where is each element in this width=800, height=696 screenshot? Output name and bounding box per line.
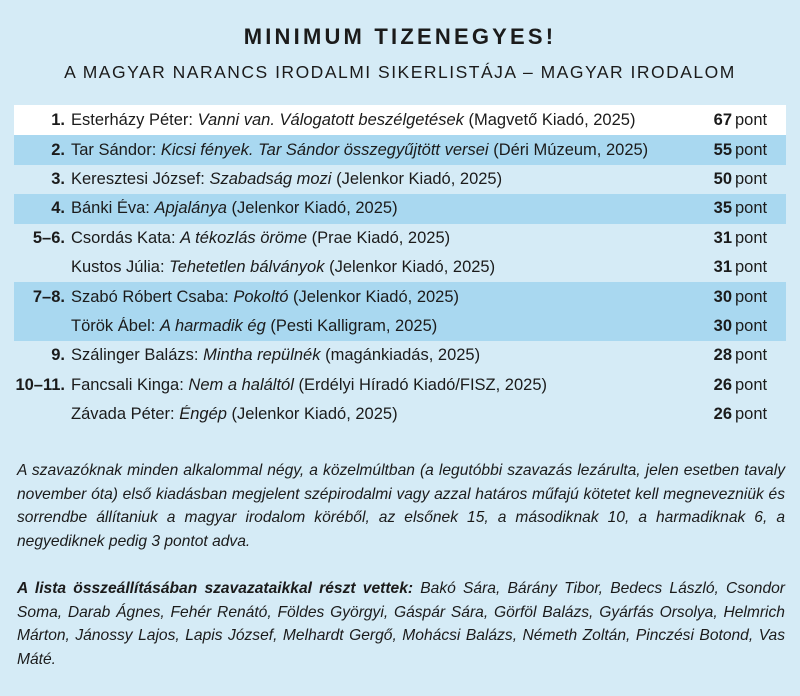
- book-title: Tehetetlen bálványok: [169, 258, 325, 277]
- list-item: [14, 253, 786, 282]
- points-unit: pont: [735, 258, 768, 277]
- book-entry: [71, 317, 702, 336]
- list-item: [14, 282, 786, 311]
- publisher-info: (Prae Kiadó, 2025): [311, 228, 451, 247]
- points-unit: pont: [735, 287, 768, 306]
- book-title: A harmadik ég: [159, 316, 266, 335]
- points-value: 26: [713, 375, 732, 394]
- author-name: Závada Péter:: [71, 405, 175, 424]
- list-title: MINIMUM TIZENEGYES!: [243, 24, 557, 49]
- author-name: Esterházy Péter:: [71, 111, 193, 130]
- list-item: [14, 371, 786, 400]
- author-name: Fancsali Kinga:: [71, 375, 184, 394]
- points-value: 67: [713, 111, 732, 130]
- author-name: Kustos Júlia:: [71, 258, 165, 277]
- points-cell: [702, 317, 786, 336]
- publisher-info: (Jelenkor Kiadó, 2025): [231, 405, 398, 424]
- points-value: 30: [713, 316, 732, 335]
- voting-method-note: A szavazóknak minden alkalommal négy, a közelmúltban (a legutóbbi szavazás lezárulta, jelen esetben tavaly november óta) első kiadásban megjelent szépirodalmi vagy azzal határos műfajú kötetet kell megnevezniük és sorrendbe állítaniuk a magyar irodalom köréből, az elsőnek 15, a másodiknak 10, a harmadiknak 6, a negyediknek pedig 3 pontot adva.: [17, 462, 785, 550]
- list-item: [14, 165, 786, 194]
- list-item: [14, 341, 786, 370]
- publisher-info: (Erdélyi Híradó Kiadó/FISZ, 2025): [298, 375, 548, 394]
- list-item: [14, 194, 786, 223]
- points-cell: [702, 376, 786, 395]
- contributors-lead: A lista összeállításában szavazataikkal részt vettek:: [17, 580, 414, 597]
- rank-number: 10–11.: [15, 375, 65, 394]
- book-title: Szabadság mozi: [209, 169, 332, 188]
- book-entry: [71, 376, 702, 395]
- points-unit: pont: [735, 169, 768, 188]
- publisher-info: (Magvető Kiadó, 2025): [468, 111, 636, 130]
- points-value: 28: [713, 346, 732, 365]
- book-title: Kicsi fények. Tar Sándor összegyűjtött versei: [160, 140, 489, 159]
- book-entry: [71, 199, 702, 218]
- list-item: [14, 312, 786, 341]
- points-cell: [702, 288, 786, 307]
- author-name: Csordás Kata:: [71, 228, 176, 247]
- publisher-info: (Jelenkor Kiadó, 2025): [329, 258, 496, 277]
- points-cell: [702, 141, 786, 160]
- list-item: [14, 135, 786, 164]
- points-value: 50: [713, 169, 732, 188]
- points-cell: [702, 346, 786, 365]
- points-unit: pont: [735, 405, 768, 424]
- publisher-info: (magánkiadás, 2025): [325, 346, 481, 365]
- rank-number: 1.: [51, 111, 65, 130]
- points-cell: [702, 258, 786, 277]
- book-title: Nem a haláltól: [188, 375, 294, 394]
- publisher-info: (Jelenkor Kiadó, 2025): [293, 287, 460, 306]
- publisher-info: (Déri Múzeum, 2025): [493, 140, 649, 159]
- rank-number: 4.: [51, 199, 65, 218]
- points-cell: [702, 229, 786, 248]
- points-unit: pont: [735, 346, 768, 365]
- book-title: Apjalánya: [154, 199, 227, 218]
- publisher-info: (Pesti Kalligram, 2025): [270, 316, 438, 335]
- ranking-list: [14, 105, 786, 429]
- author-name: Bánki Éva:: [71, 199, 150, 218]
- book-title: Mintha repülnék: [203, 346, 321, 365]
- author-name: Keresztesi József:: [71, 169, 205, 188]
- book-title: Éngép: [179, 405, 227, 424]
- points-value: 30: [713, 287, 732, 306]
- author-name: Török Ábel:: [71, 316, 156, 335]
- rank-number: 7–8.: [32, 287, 65, 306]
- points-unit: pont: [735, 111, 768, 130]
- points-unit: pont: [735, 375, 768, 394]
- points-value: 26: [713, 405, 732, 424]
- book-title: Vanni van. Válogatott beszélgetések: [197, 111, 464, 130]
- rank-number: 9.: [51, 346, 65, 365]
- rank-number: 5–6.: [32, 228, 65, 247]
- publisher-info: (Jelenkor Kiadó, 2025): [231, 199, 398, 218]
- book-entry: [71, 111, 702, 130]
- book-entry: [71, 229, 702, 248]
- publisher-info: (Jelenkor Kiadó, 2025): [336, 169, 503, 188]
- book-entry: [71, 346, 702, 365]
- points-value: 31: [713, 258, 732, 277]
- book-entry: [71, 258, 702, 277]
- contributors-names: Bakó Sára, Bárány Tibor, Bedecs László, Csondor Soma, Darab Ágnes, Fehér Renátó, Földes Györgyi, Gáspár Sára, Görföl Balázs, Gyárfás Orsolya, Helmrich Márton, Jánossy Lajos, Lapis József, Melhardt Gergő, Mohácsi Balázs, Németh Zoltán, Pinczési Botond, Vas Máté.: [17, 580, 785, 668]
- book-title: Pokoltó: [233, 287, 289, 306]
- book-entry: [71, 141, 702, 160]
- points-unit: pont: [735, 228, 768, 247]
- points-cell: [702, 170, 786, 189]
- list-subtitle: A MAGYAR NARANCS IRODALMI SIKERLISTÁJA – MAGYAR IRODALOM: [64, 62, 736, 82]
- points-unit: pont: [735, 140, 768, 159]
- author-name: Szabó Róbert Csaba:: [71, 287, 229, 306]
- book-entry: [71, 405, 702, 424]
- rank-number: 2.: [51, 140, 65, 159]
- contributors-note: [17, 577, 785, 671]
- points-unit: pont: [735, 199, 768, 218]
- points-value: 31: [713, 228, 732, 247]
- points-unit: pont: [735, 316, 768, 335]
- points-cell: [702, 199, 786, 218]
- book-entry: [71, 288, 702, 307]
- points-value: 35: [713, 199, 732, 218]
- points-cell: [702, 405, 786, 424]
- list-item: [14, 106, 786, 135]
- rank-number: 3.: [51, 169, 65, 188]
- points-value: 55: [713, 140, 732, 159]
- list-item: [14, 400, 786, 429]
- points-cell: [702, 111, 786, 130]
- book-title: A tékozlás öröme: [180, 228, 308, 247]
- list-item: [14, 224, 786, 253]
- author-name: Szálinger Balázs:: [71, 346, 199, 365]
- author-name: Tar Sándor:: [71, 140, 157, 159]
- book-entry: [71, 170, 702, 189]
